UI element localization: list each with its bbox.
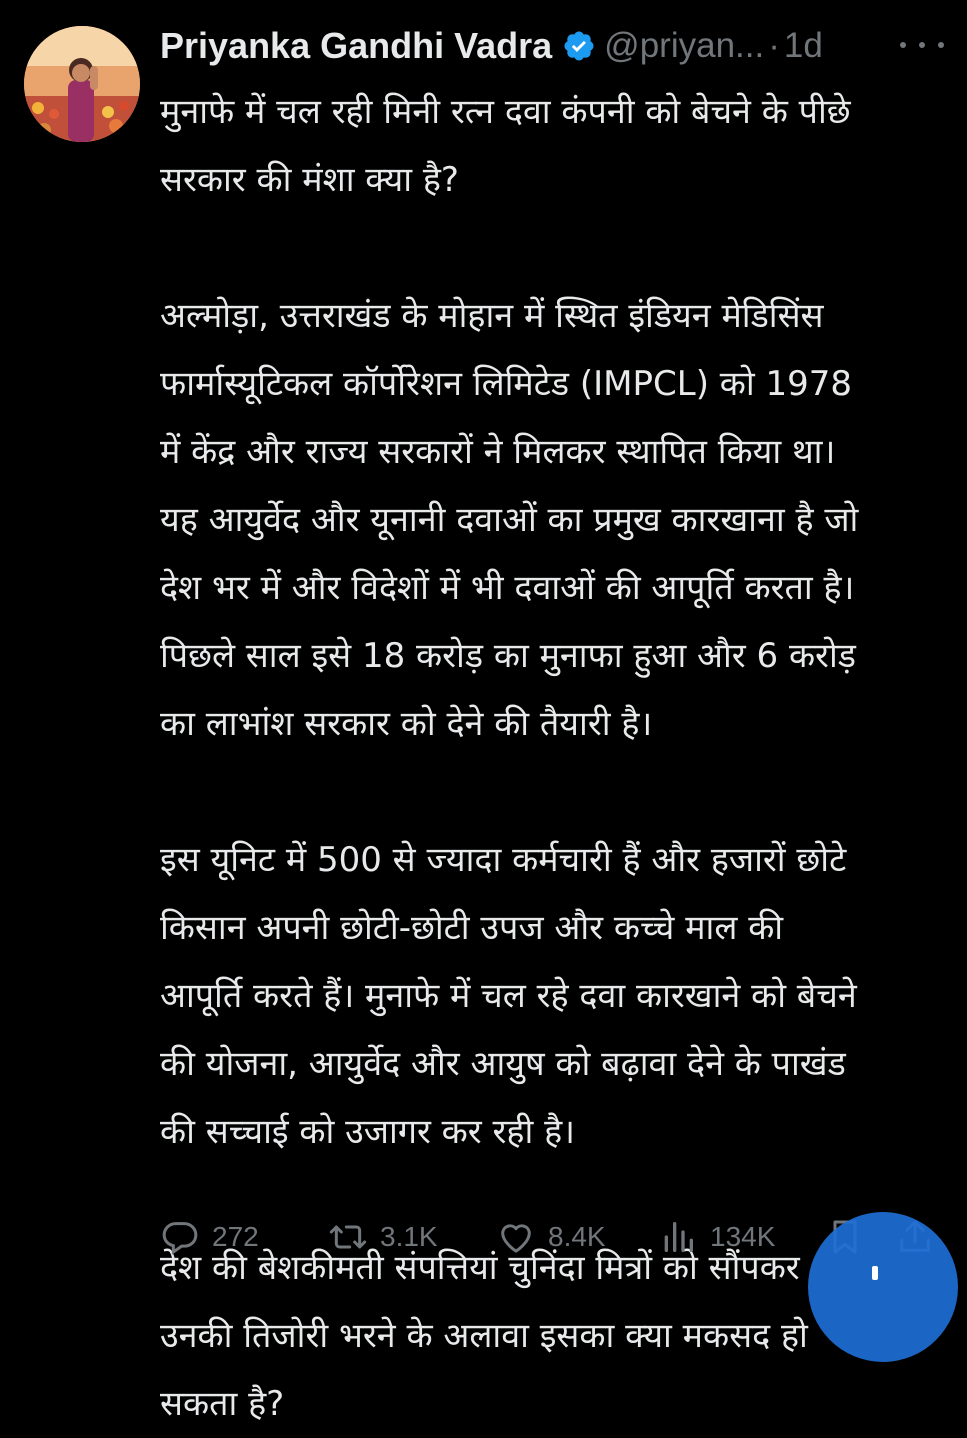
tweet-paragraph: मुनाफे में चल रही मिनी रत्न दवा कंपनी को बेचने के पीछे सरकार की मंशा क्या है?: [160, 92, 851, 200]
tweet-paragraph: देश की बेशकीमती संपत्तियां चुनिंदा मित्रों को सौंपकर उनकी तिजोरी भरने के अलावा इसका क्या मकसद हो सकता है?: [160, 1248, 808, 1424]
reply-count: 272: [212, 1221, 259, 1252]
tweet-paragraph: इस यूनिट में 500 से ज्यादा कर्मचारी हैं और हजारों छोटे किसान अपनी छोटी-छोटी उपज और कच्चे माल की आपूर्ति करते हैं। मुनाफे में चल रहे दवा कारखाने को बेचने की योजना, आयुर्वेद और आयुष को बढ़ावा देने के पाखंड की सच्चाई को उजागर कर रही है।: [160, 840, 857, 1152]
reply-button[interactable]: [160, 1210, 259, 1264]
tweet-header: [160, 18, 950, 74]
compose-plus-icon: [872, 1266, 878, 1280]
like-count: 8.4K: [548, 1221, 606, 1252]
verified-badge-icon: [562, 29, 596, 63]
like-button[interactable]: [496, 1210, 606, 1264]
repost-icon: [328, 1217, 368, 1257]
compose-fab-button[interactable]: [808, 1212, 958, 1362]
display-name[interactable]: Priyanka Gandhi Vadra: [160, 25, 553, 66]
views-chart-icon: [658, 1217, 698, 1257]
heart-icon: [496, 1217, 536, 1257]
more-dot: [938, 42, 944, 48]
repost-button[interactable]: [328, 1210, 438, 1264]
more-options-icon[interactable]: [900, 30, 944, 60]
timestamp[interactable]: 1d: [783, 26, 823, 65]
views-button[interactable]: [658, 1210, 775, 1264]
avatar-image: [24, 26, 140, 142]
separator-dot: ·: [768, 26, 780, 65]
reply-icon: [160, 1217, 200, 1257]
avatar[interactable]: [24, 26, 140, 142]
tweet-paragraph: अल्मोड़ा, उत्तराखंड के मोहान में स्थित इंडियन मेडिसिंस फार्मास्यूटिकल कॉर्पोरेशन लिमिटेड (IMPCL) को 1978 में केंद्र और राज्य सरकारों ने मिलकर स्थापित किया था। यह आयुर्वेद और यूनानी दवाओं का प्रमुख कारखाना है जो देश भर में और विदेशों में भी दवाओं की आपूर्ति करता है। पिछले साल इसे 18 करोड़ का मुनाफा हुआ और 6 करोड़ का लाभांश सरकार को देने की तैयारी है।: [160, 296, 859, 744]
more-dot: [919, 42, 925, 48]
handle[interactable]: @priyan...: [604, 26, 765, 65]
views-count: 134K: [710, 1221, 776, 1252]
more-dot: [900, 42, 906, 48]
repost-count: 3.1K: [380, 1221, 438, 1252]
